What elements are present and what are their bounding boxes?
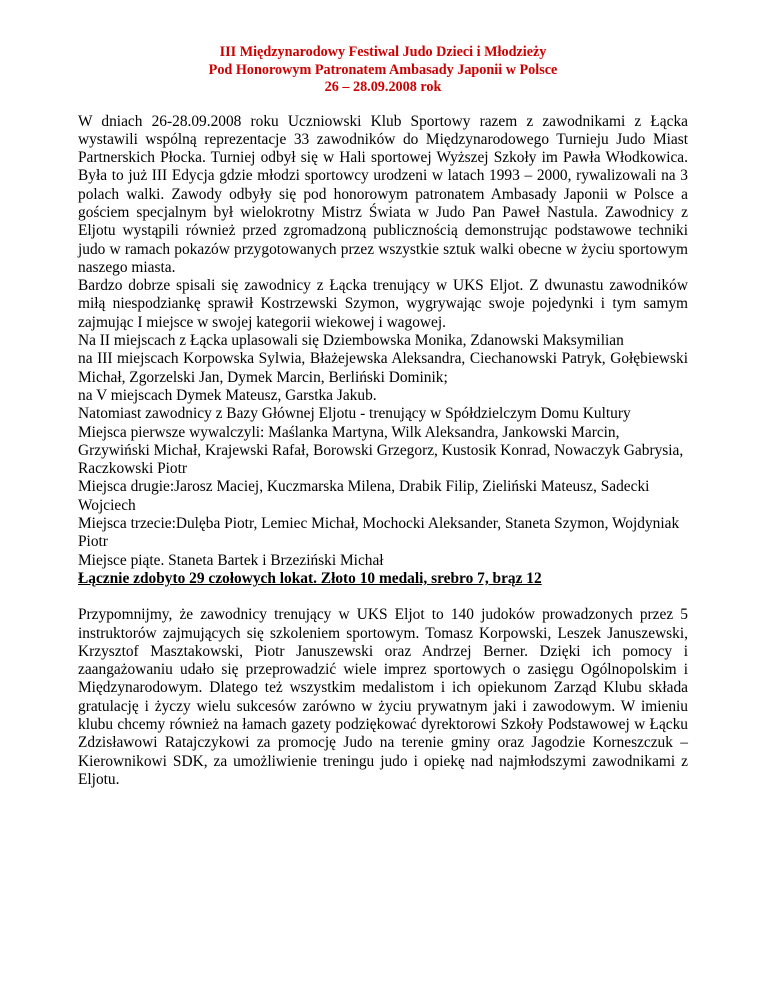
lacko-intro-paragraph: Bardzo dobrze spisali się zawodnicy z Łącka trenujący w UKS Eljot. Z dwunastu zawodników miłą niespodziankę sprawił Kostrzewski Szymon, wygrywając swoje pojedynki i tym samym zajmując I miejsce w swojej kategorii wiekowej i wagowej. [78, 277, 688, 331]
eljot-intro: Natomiast zawodnicy z Bazy Głównej Eljotu - trenujący w Spółdzielczym Domu Kultury [78, 405, 631, 423]
lacko-third-places: na III miejscach Korpowska Sylwia, Błażejewska Aleksandra, Ciechanowski Patryk, Gołębiewski Michał, Zgorzelski Jan, Dymek Marcin, Berliński Dominik; [78, 350, 688, 386]
closing-paragraph: Przypomnijmy, że zawodnicy trenujący w UKS Eljot to 140 judoków prowadzonych przez 5 instruktorów zajmujących się szkoleniem sportowym. Tomasz Korpowski, Leszek Januszewski, Krzysztof Masztakowski, Piotr Januszewski oraz Andrzej Berner. Dzięki ich pomocy i zaangażowaniu udało się przeprowadzić wiele imprez sportowych o zasięgu Ogólnopolskim i Międzynarodowym. Dlatego też wszystkim medalistom i ich opiekunom Zarząd Klubu składa gratulację i życzy wielu sukcesów zarówno w życiu prywatnym jaki i zawodowym. W imieniu klubu chcemy również na łamach gazety podziękować dyrektorowi Szkoły Podstawowej w Łącku Zdzisławowi Ratajczykowi za promocję Judo na terenie gminy oraz Jagodzie Korneszczuk – Kierownikowi SDK, za umożliwienie treningu judo i opiekę nad najmłodszymi zawodnikami z Eljotu. [78, 606, 688, 788]
document-header [78, 44, 688, 97]
eljot-first-places: Miejsca pierwsze wywalczyli: Maślanka Martyna, Wilk Aleksandra, Jankowski Marcin, Grzywiński Michał, Krajewski Rafał, Borowski Grzegorz, Kustosik Konrad, Nowaczyk Gabrysia, Raczkowski Piotr [78, 423, 684, 478]
intro-paragraph: W dniach 26-28.09.2008 roku Uczniowski Klub Sportowy razem z zawodnikami z Łącka wystawili wspólną reprezentacje 33 zawodników do Międzynarodowego Turnieju Judo Miast Partnerskich Płocka. Turniej odbył się w Hali sportowej Wyższej Szkoły im Pawła Włodkowica. Była to już III Edycja gdzie młodzi sportowcy urodzeni w latach 1993 – 2000, rywalizowali na 3 polach walki. Zawody odbyły się pod honorowym patronatem Ambasady Japonii w Polsce a gościem specjalnym był wielokrotny Mistrz Świata w Judo Pan Paweł Nastula. Zawodnicy z Eljotu wystąpili również przed zgromadzoną publicznością demonstrując podstawowe techniki judo w ramach pokazów przygotowanych przez wszystkie sztuk walki obecne w życiu sportowym naszego miasta. [78, 112, 688, 276]
eljot-second-places: Miejsca drugie:Jarosz Maciej, Kuczmarska Milena, Drabik Filip, Zieliński Mateusz, Sadecki Wojciech [78, 478, 650, 514]
document-body [78, 113, 688, 790]
eljot-fifth-places: Miejsce piąte. Staneta Bartek i Brzeziński Michał [78, 551, 384, 569]
header-dates: 26 – 28.09.2008 rok [324, 79, 442, 95]
lacko-second-places: Na II miejscach z Łącka uplasowali się Dziembowska Monika, Zdanowski Maksymilian [78, 332, 624, 350]
header-patronage: Pod Honorowym Patronatem Ambasady Japonii w Polsce [208, 61, 558, 78]
header-title: III Międzynarodowy Festiwal Judo Dzieci i Młodzieży [219, 44, 547, 60]
medal-summary: Łącznie zdobyto 29 czołowych lokat. Złoto 10 medali, srebro 7, brąz 12 [78, 569, 542, 587]
eljot-third-places: Miejsca trzecie:Dulęba Piotr, Lemiec Michał, Mochocki Aleksander, Staneta Szymon, Wojdyniak Piotr [78, 515, 680, 551]
document-page [78, 44, 688, 789]
lacko-fifth-places: na V miejscach Dymek Mateusz, Garstka Jakub. [78, 386, 377, 404]
